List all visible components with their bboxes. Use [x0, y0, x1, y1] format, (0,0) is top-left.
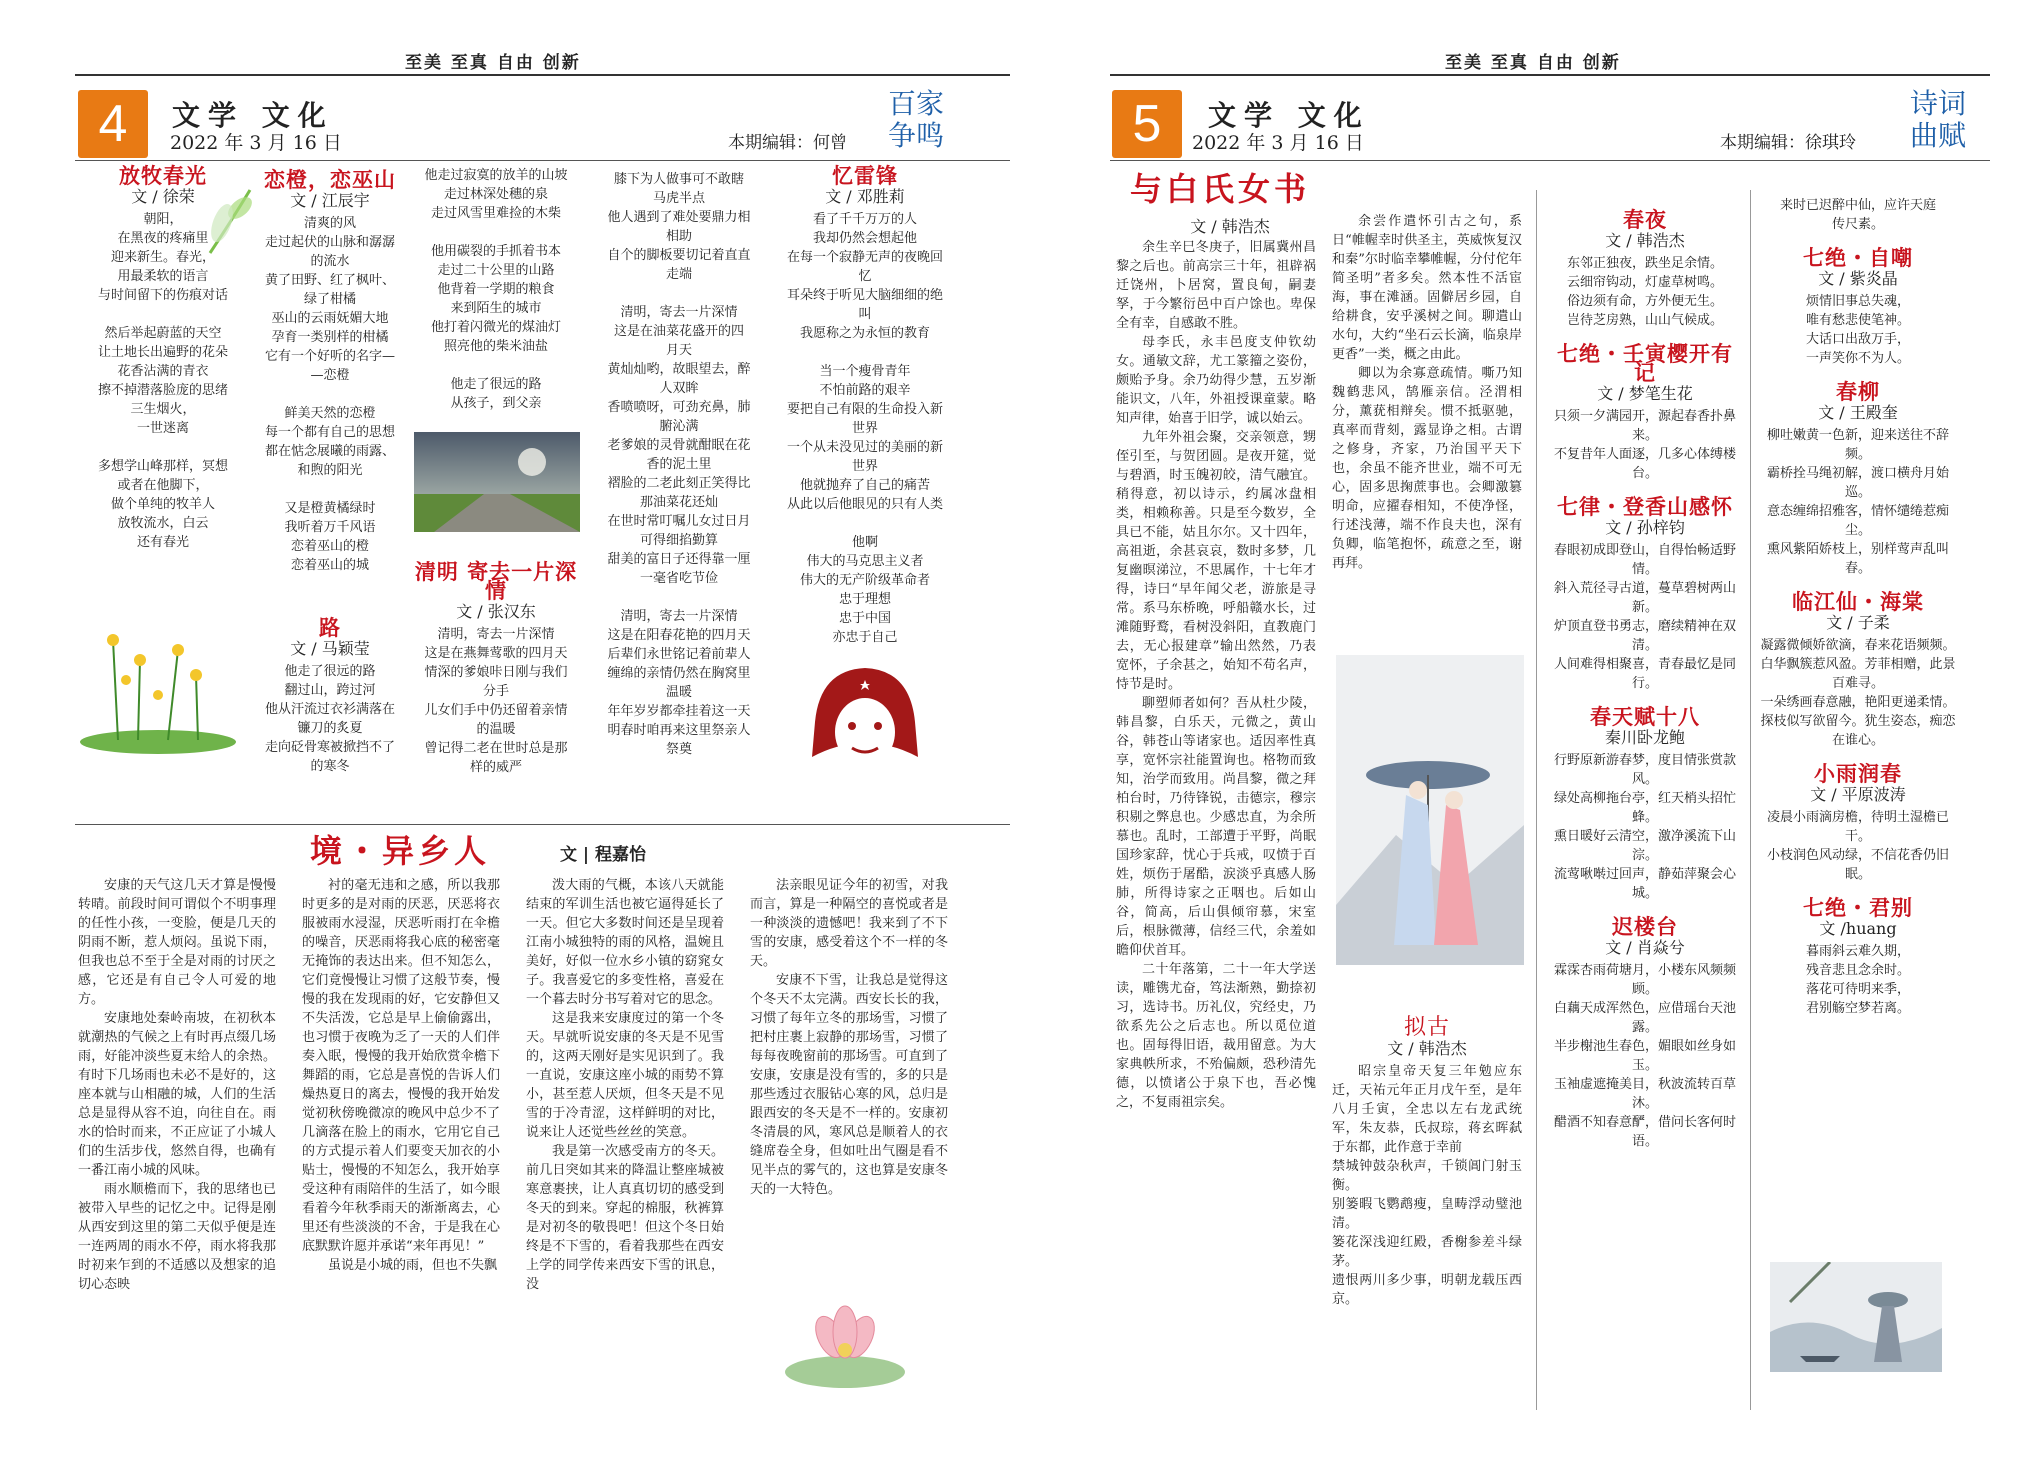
- top-rule: [1110, 74, 1990, 76]
- poem-line: 人间难得相聚喜，青春最忆是同行。: [1553, 657, 1736, 691]
- poem-lines: [78, 210, 248, 552]
- poem-author: 文 / 张汉东: [456, 602, 536, 621]
- poem-line: 擦不掉潜落脸庞的思绪: [97, 383, 228, 398]
- poem-lu: [250, 615, 410, 776]
- poem-line: 忠于中国: [838, 611, 891, 626]
- poem-line: 霖霂杏雨荷塘月，小楼东风频频顾。: [1553, 963, 1736, 997]
- paragraph: 我是第一次感受南方的冬天。前几日突如其来的降温让整座城被寒意裹挟，让人真真切切的感受到冬天的到来。穿起的棉服，秋裤算是对初冬的敬畏吧！但这个冬日始终是不下雪的，看着我那些在西安上学的同学传来西安下雪的讯息，没: [526, 1144, 724, 1292]
- paragraph: 虽说是小城的雨，但也不失飘: [328, 1258, 498, 1273]
- poem-line: 做个单纯的牧羊人: [110, 497, 215, 512]
- poem-line: 只须一夕满园开，源起春香扑鼻来。: [1553, 409, 1736, 443]
- poem-line: 暮雨斜云难久期，: [1805, 944, 1910, 959]
- poem-author: 秦川卧龙鲍: [1604, 728, 1685, 747]
- poem-lines: [1760, 942, 1956, 1018]
- poem-title: 春柳: [1836, 379, 1880, 404]
- header-rule: [1110, 160, 1990, 161]
- editor-credit: 本期编辑：何曾: [728, 133, 847, 153]
- poem-line: 他就抛弃了自己的痛苦: [799, 478, 930, 493]
- poem: [1760, 589, 1956, 750]
- poem-line: 走过二十公里的山路: [437, 263, 555, 278]
- poem-line: [250, 480, 410, 499]
- poem-author: 文 / 邓胜莉: [825, 187, 905, 206]
- poem-line: 让土地长出遍野的花朵: [97, 345, 228, 360]
- poem-line: 一个从未没见过的美丽的新: [786, 440, 943, 455]
- poem-line: 白藕天成浑然色，应借瑶台天池露。: [1553, 1001, 1736, 1035]
- poem-line: 分手: [482, 684, 509, 699]
- poem-line: 褶脸的二老此刻正笑得比: [607, 476, 751, 491]
- poem-author: 文 / 徐荣: [131, 187, 195, 206]
- poem-line: 的寒冬: [310, 759, 350, 774]
- poem-line: 熏日暖好云清空，激净溪流下山淙。: [1553, 829, 1736, 863]
- poem-nigu: [1332, 1015, 1522, 1309]
- poem-line: 春眼初成即登山，自得怡畅适野情。: [1553, 543, 1736, 577]
- story-divider: [75, 824, 1010, 825]
- poem-line: 他背着一学期的粮食: [437, 282, 555, 297]
- page-number: 5: [1112, 90, 1182, 158]
- poem: [1548, 341, 1742, 483]
- poem-line: 的流水: [310, 254, 350, 269]
- page-4: [0, 0, 1010, 1473]
- poem-line: 又是橙黄橘绿时: [284, 501, 376, 516]
- poem-line: 情深的爹娘咔日刚与我们: [424, 665, 568, 680]
- poem-line: 这是在燕舞莺歌的四月天: [424, 646, 568, 661]
- poem-qingming-continued: [594, 170, 764, 759]
- motto: 至美 至真 自由 创新: [1445, 53, 1621, 73]
- poem-lines: [780, 210, 950, 647]
- poem-line: 流莺啾啭过回声，静茹萍聚会心城。: [1553, 867, 1736, 901]
- paragraph: 雨水顺檐而下，我的思绪也已被带入早些的记忆之中。记得是刚从西安到这里的第二天似乎便是连一连两周的雨水不停，雨水将我那时初来乍到的不适感以及想家的追切心态映: [78, 1182, 276, 1292]
- letter-column-2: [1332, 212, 1522, 573]
- poem-line: 孕育一类别样的柑橘: [271, 330, 389, 345]
- poem-line: 他走过寂寞的放羊的山坡: [424, 168, 568, 183]
- section-title: 文学 文化: [172, 99, 334, 132]
- column-divider: [1750, 190, 1751, 1410]
- poem-line: 我听着万千风语: [284, 520, 376, 535]
- poem: [1760, 895, 1956, 1018]
- essay-column-4: [750, 876, 948, 1199]
- paragraph: 聊塑师者如何？吾从杜少陵，韩昌黎，白乐天，元微之，黄山谷，韩苍山等诸家也。适因率性真享，宽怀宗社能置询也。格物而致知，治学而致用。尚昌黎，微之拜柏台时，乃待锋锐，击德宗，穆宗积剔之弊息也。少感忠直，为余所慕也。乱时，工部遭于平野，尚眠国珍家辞，忧心于兵戒，叹愤于百姓，烦伤于屠酷，涙淡乎真感人肠肺，所得诗家之正咽也。后如山谷，简高，后山俱倾帘慕，宋室后，根脉微薄，信经三代，余羞如瞻仰伏首耳。: [1116, 696, 1316, 958]
- poem-line: 儿女们手中仍还留着亲情: [424, 703, 568, 718]
- paragraph: 安康的天气这几天才算是慢慢转晴。前段时间可谓似个不明事理的任性小孩，一变脸，便是几天的阴雨不断，惹人烦闷。虽说下雨，但我也总不至于全是对雨的讨厌之感，它还是有自己令人可爱的地方。: [78, 878, 276, 1007]
- poem-line: 世界: [851, 459, 878, 474]
- poem-line: 炉顶直登书勇志，磨续精神在双清。: [1553, 619, 1736, 653]
- poem-title: 临江仙・海棠: [1792, 589, 1924, 614]
- poem-line: 每一个都有自己的思想: [264, 425, 395, 440]
- poem-line: 看了千千万万的人: [812, 212, 917, 227]
- poem-line: [78, 305, 248, 324]
- paragraph: 余生辛巳冬庚子，旧属冀州昌黎之后也。前高宗三十年，祖辟祸迁饶州，卜居窝，置良甸，嗣妻孥，于今繁衍邑中百户馀也。卑保全有幸，自感敢不胜。: [1116, 240, 1316, 331]
- poem-line: 人双眸: [659, 381, 699, 396]
- poem-line: 唯有愁悲使笔神。: [1805, 313, 1910, 328]
- poem-author: 文 / 江辰宇: [290, 191, 370, 210]
- poem-line: 一声笑你不为人。: [1805, 351, 1910, 366]
- poem-line: 他走了很远的路: [450, 377, 542, 392]
- lotus-illustration: [780, 1292, 910, 1392]
- poems-column-b: [1548, 196, 1742, 1151]
- poem: [1760, 761, 1956, 884]
- poem-line: 膝下为人做事可不敢瞎: [613, 172, 744, 187]
- poem-line: 大话口出敌万手，: [1805, 332, 1910, 347]
- poem-line: 曾记得二老在世时总是那: [424, 741, 568, 756]
- poem-line: 伟大的马克思主义者: [806, 554, 924, 569]
- poem-line: 我愿称之为永恒的教育: [799, 326, 930, 341]
- poem-line: 他走了很远的路: [284, 664, 376, 679]
- poem-line: 要把自己有限的生命投入新: [786, 402, 943, 417]
- poem-line: 黄了田野、红了枫叶、: [264, 273, 395, 288]
- poem-line: 俗边须有命，方外便无生。: [1566, 294, 1723, 309]
- issue-date: 2022 年 3 月 16 日: [1192, 132, 1364, 154]
- poem-line: —恋橙: [310, 368, 350, 383]
- poem-line: [412, 356, 580, 375]
- poem-lines: [1548, 407, 1742, 483]
- column-name: 百家 争鸣: [888, 87, 945, 152]
- poem-line: 醋酒不知春意酽，借问长客何时语。: [1553, 1115, 1736, 1149]
- poem-title: 忆雷锋: [832, 163, 898, 188]
- poem-line: 与时间留下的伤痕对话: [97, 288, 228, 303]
- essay-author: 文 | 程嘉怡: [560, 845, 647, 865]
- poem-title: 七绝・君别: [1803, 895, 1913, 920]
- poem: [1548, 914, 1742, 1151]
- poem-line: 凝露微倾娇欲滴，春来花语频频。: [1760, 638, 1956, 653]
- poem-line: [594, 284, 764, 303]
- poem-line: 它有一个好听的名字—: [264, 349, 395, 364]
- poem-line: 清明，寄去一片深情: [620, 305, 738, 320]
- poem-line: 朝阳，: [143, 212, 183, 227]
- poem-line: 从此以后他眼见的只有人类: [786, 497, 943, 512]
- poem-lines: [1760, 808, 1956, 884]
- poem-line: 年年岁岁都牵挂着这一天: [607, 704, 751, 719]
- poem-line: 东邻正独夜，跌坐足余情。: [1566, 256, 1723, 271]
- poem-line: 探枝似写欲留今。犹生姿态，痴恋在谁心。: [1760, 714, 1956, 748]
- poem-lines: [1760, 292, 1956, 368]
- poem-line: 玉袖虚遮掩美目，秋波流转百草沐。: [1553, 1077, 1736, 1111]
- paragraph: 泼大雨的气概，本该八天就能结束的军训生活也被它逼得延长了一天。但它大多数时间还是呈现着江南小城独特的雨的风格，温婉且美好，好似一位水乡小镇的窈窕女子。我喜爱它的多变性格，喜爱在一个暮去时分书写着对它的思念。: [526, 878, 724, 1007]
- paragraph: 别篓暇飞鹦鹉瘦，皇畴浮动璧池清。: [1332, 1197, 1522, 1231]
- poem-line: 温暖: [665, 685, 692, 700]
- poem-line: 黄灿灿哟，故眼望去，醉: [607, 362, 751, 377]
- poem-lines: [1548, 751, 1742, 903]
- poem-lines: [1760, 426, 1956, 578]
- poem-author: 文 / 梦笔生花: [1597, 384, 1693, 403]
- poem-liancheng: [250, 167, 410, 575]
- poem-line: 柳吐嫩黄一色新，迎来送往不辞频。: [1766, 428, 1949, 462]
- poem-author: 文 / 韩浩杰: [1387, 1039, 1467, 1058]
- poem-line: 放牧流水，白云: [117, 516, 209, 531]
- poem-line: [412, 223, 580, 242]
- poem-line: 他打着闪微光的煤油灯: [430, 320, 561, 335]
- header-rule: [75, 160, 1010, 161]
- poem-line: 走向砭骨寒被掀挡不了: [264, 740, 395, 755]
- poem-author: 文 / 肖焱兮: [1605, 938, 1685, 957]
- poem-author: 文 / 孙梓钧: [1605, 518, 1685, 537]
- poem-author: 文 / 王殿奎: [1818, 403, 1898, 422]
- poem-title: 路: [319, 615, 341, 640]
- poem-author: 文 / 平原波涛: [1810, 785, 1906, 804]
- poem: [1548, 494, 1742, 693]
- top-rule: [75, 74, 1010, 76]
- poem-author: 文 / 紫炎晶: [1818, 269, 1898, 288]
- poem-line: 香的泥土里: [646, 457, 712, 472]
- poem-line: 和煦的阳光: [297, 463, 363, 478]
- poem-line: 落花可待明来季，: [1805, 982, 1910, 997]
- letter-author: 文 / 韩浩杰: [1190, 217, 1270, 236]
- poem-line: 都在惦念展曦的雨露、: [264, 444, 395, 459]
- page-number: 4: [78, 90, 148, 158]
- poem-line: 绿处高柳拖台亭，红天梢头招忙蜂。: [1553, 791, 1736, 825]
- poem-line: 巫山的云雨妩媚大地: [271, 311, 389, 326]
- paragraph: 安康不下雪，让我总是觉得这个冬天不太完满。西安长长的我，习惯了每年立冬的那场雪，习惯了把村庄裹上寂静的那场雪，习惯了每每夜晚窗前的那场雪。可直到了安康，安康是没有雪的，多的只是那些透过衣服钻心寒的风，总归是跟西安的冬天是不一样的。安康初冬清晨的风，寒风总是顺着人的衣缝席卷全身，但如吐出气圈是看不见半点的雾气的，这也算是安康冬天的一大特色。: [750, 973, 948, 1197]
- poem-lines: [1548, 254, 1742, 330]
- poem-line: 斜入荒径寻古道，蔓草碧树两山新。: [1553, 581, 1736, 615]
- poem-line: [594, 588, 764, 607]
- poem-line: [78, 438, 248, 457]
- poem-line: [780, 343, 950, 362]
- poem-line: 清明，寄去一片深情: [620, 609, 738, 624]
- poem-title: 七绝・壬寅樱开有记: [1557, 341, 1733, 385]
- poem-line: 缠绵的亲情仍然在胸窝里: [607, 666, 751, 681]
- poem-title: 恋橙，恋巫山: [264, 167, 396, 192]
- poem-title: 拟古: [1403, 1015, 1450, 1040]
- poem-line: 叫: [858, 307, 872, 322]
- poem-line: 鲜美天然的恋橙: [284, 406, 376, 421]
- poems-column-c: [1760, 196, 1956, 1018]
- poem-line: 熏风紫陌娇枝上，别样莺声乱叫春。: [1766, 542, 1949, 576]
- poem-line: 白华飘簇惹风盈。芳菲相赠，此景百难寻。: [1760, 657, 1956, 691]
- poem-line: 云细帘钩动，灯虚草树鸣。: [1566, 275, 1723, 290]
- column-name: 诗词 曲赋: [1910, 87, 1967, 152]
- poem-author: 文 /huang: [1819, 919, 1897, 938]
- poem-line: 香喷喷呀，可劲充鼻，肺: [607, 400, 751, 415]
- poem-line: 后辈们永世铭记着前辈人: [607, 647, 751, 662]
- section-title: 文学 文化: [1208, 99, 1370, 132]
- poem-line: 君别觞空梦若离。: [1805, 1001, 1910, 1016]
- poem-lines: [1760, 196, 1956, 234]
- poem-line: 还有春光: [136, 535, 189, 550]
- poem-line: 相助: [665, 229, 692, 244]
- poem-line: 来时已迟醉中仙，应许天庭: [1779, 198, 1936, 213]
- poem-line: 从孩子，到父亲: [450, 396, 542, 411]
- poem-line: 他用碳裂的手抓着书本: [430, 244, 561, 259]
- poem-line: 一世迷离: [136, 421, 189, 436]
- poem-line: 忆: [858, 269, 872, 284]
- poem-line: 祭奠: [665, 742, 692, 757]
- poem-author: 文 / 韩浩杰: [1605, 231, 1685, 250]
- poem-line: 凌晨小雨滴房檐，待明土湿檐已干。: [1766, 810, 1949, 844]
- poem-line: 行野原新游春梦，度目情张赏款风。: [1553, 753, 1736, 787]
- editor-credit: 本期编辑：徐琪玲: [1720, 133, 1856, 153]
- essay-column-3: [526, 876, 724, 1294]
- letter-column-1: [1116, 238, 1316, 1112]
- poem-line: 恋着巫山的城: [290, 558, 369, 573]
- poem-line: 走端: [665, 267, 692, 282]
- poem-line: 忠于理想: [838, 592, 891, 607]
- poem-title: 迟楼台: [1612, 914, 1678, 939]
- poem-line: 或者在他脚下，: [117, 478, 209, 493]
- poem-line: 明春时咱再来这里祭亲人: [607, 723, 751, 738]
- paragraph: 这是我来安康度过的第一个冬天。早就听说安康的冬天是不见雪的，这两天刚好是实见识到了。我一直说，安康这座小城的雨势不算小，甚至惹人厌烦，但冬天是不见雪的于冷青涩，这样鲜明的对比，说来让人还觉些丝丝的笑意。: [526, 1011, 724, 1140]
- column-divider: [1536, 190, 1537, 1410]
- poem-lines: [1548, 541, 1742, 693]
- poem: [1548, 207, 1742, 330]
- poem-title: 清明 寄去一片深情: [414, 559, 578, 603]
- paragraph: 安康地处秦岭南坡，在初秋本就潮热的气候之上有时再点缀几场雨，好能冲淡些夏末给人的余热。有时下几场雨也未必不是好的，这座本就与山相融的城，人们的生活总是显得从容不迫，向往自在。雨水的恰时而来，不正应证了小城人们的生活步伐，悠然自得，也确有一番江南小城的风味。: [78, 1011, 276, 1178]
- poem-line: 然后举起蔚蓝的天空: [104, 326, 222, 341]
- poem-title: 放牧春光: [119, 163, 207, 188]
- poem-line: 绿了柑橘: [303, 292, 356, 307]
- poem-line: 这是在阳春花艳的四月天: [607, 628, 751, 643]
- poem-line: 走过起伏的山脉和潺潺: [264, 235, 395, 250]
- poem-line: 小枝润色风动绿，不信花香仍旧眠。: [1766, 848, 1949, 882]
- poem-line: 恋着巫山的橙: [290, 539, 369, 554]
- poem-lines: [250, 214, 410, 575]
- poem-line: 清爽的风: [303, 216, 356, 231]
- poem-line: 月天: [665, 343, 692, 358]
- road-landscape-photo: [414, 432, 580, 532]
- poem-line: 腑沁满: [659, 419, 699, 434]
- letter-title: 与白氏女书: [1130, 170, 1311, 208]
- poem-line: 在每一个寂静无声的夜晚回: [786, 250, 943, 265]
- poem-line: 意态缠绵招雅客，情怀缱绻惹痴尘。: [1766, 504, 1949, 538]
- poem-line: 多想学山峰那样，冥想: [97, 459, 228, 474]
- poem-lines: [412, 166, 580, 413]
- poem: [1760, 245, 1956, 368]
- wildflower-illustration: [78, 620, 238, 755]
- paragraph: 九年外祖会聚，交亲领意，甥侄引至，与贺团圆。是夜开筵，觉与碧酒，时玉魄初皎，清气融宜。稍得意，初以诗示，约属冰盘相类，相赖称善。只是至今数岁，全具已不能，姑且尔尔。又十四年，高祖逝，余甚哀哀，数时多梦，几复幽暝涕泣，不思属作，十七年才得，诗曰“早年闻父老，游旅是寻常。系马东桥晚，呼船赣水长，过滩随野鹜，看树没斜阳，直教鹿门去，无心报建章”输出然然，乃表宽怀，子余甚之，始知不苟名声，恃节是时。: [1116, 430, 1316, 692]
- poem-line: 不复昔年人面逐，几多心体缚楼台。: [1553, 447, 1736, 481]
- poem-lu-continued: [412, 166, 580, 413]
- paragraph: 法亲眼见证今年的初雪，对我而言，算是一种隔空的喜悦或者是一种淡淡的遗憾吧！我来到了不下雪的安康，感受着这个不一样的冬天。: [750, 878, 948, 969]
- poem-line: 残音悲且念余时。: [1805, 963, 1910, 978]
- poem-lines: [1760, 636, 1956, 750]
- poem-line: 霸桥拴马绳初解，渡口横舟月始巡。: [1766, 466, 1949, 500]
- paragraph: 母李氏，永丰邑度支仲钦幼女。通敏文辞，尤工篆籀之姿份，颇贻予身。余乃幼得少慧，五岁渐能识文，八年，外祖授课童蒙。略知声律，始喜于旧学，诚以始云。: [1116, 335, 1316, 426]
- poem-line: 的温暖: [476, 722, 516, 737]
- poem-line: 三生烟火，: [130, 402, 196, 417]
- poem-title: 七律・登香山感怀: [1557, 494, 1733, 519]
- leifeng-portrait: [800, 662, 930, 782]
- poem-line: 这是在油菜花盛开的四: [613, 324, 744, 339]
- poem-author: 文 / 马颖莹: [290, 639, 370, 658]
- poem-line: 在世时常叮嘱儿女过日月: [607, 514, 751, 529]
- poem-line: 走过风雪里难捡的木柴: [430, 206, 561, 221]
- paragraph: 昭宗皇帝天复三年勉应东迁，天祐元年正月戊午至，是年八月壬寅，全忠以左右龙武统军，朱友恭，氏叔琮，蒋玄晖弑于东都，此作意于幸前: [1332, 1064, 1522, 1155]
- poem-line: 一毫省吃节俭: [639, 571, 718, 586]
- poem-line: 老爹娘的灵骨就酣眠在花: [607, 438, 751, 453]
- poem-line: 他人遇到了难处要鼎力相: [607, 210, 751, 225]
- paragraph: 遗恨两川多少事，明朝龙载压西京。: [1332, 1273, 1522, 1307]
- paragraph: 余尝作遣怀引古之句，系日“帷幄幸时供圣主，英威恢复汉和秦”尔时临幸攀帷幄，分付佗年简圣明”者多矣。然本性不活宦海，事在滩涵。固僻居乡园，自给耕食，安乎溪树之间。聊遣山水句，大约“坐石云长滴，临泉岸更香”一类，概之由此。: [1332, 214, 1522, 362]
- poem-line: 他从汗流过衣衫满落在: [264, 702, 395, 717]
- poem: [1548, 704, 1742, 903]
- essay-title: 境・异乡人: [310, 832, 491, 870]
- poem-line: 当一个瘦骨青年: [819, 364, 911, 379]
- poem-line: 花香沾满的青衣: [117, 364, 209, 379]
- poem-line: 在黑夜的疼痛里: [117, 231, 209, 246]
- poem-line: 一朵绣画春意融，艳阳更递柔情。: [1760, 695, 1956, 710]
- snow-couple-illustration: [1336, 655, 1524, 965]
- essay-column-1: [78, 876, 276, 1294]
- poem-line: 甜美的富日子还得靠一厘: [607, 552, 751, 567]
- poem-line: 半步榭池生春色，媚眼如丝身如玉。: [1553, 1039, 1736, 1073]
- poem-line: 亦忠于自己: [832, 630, 898, 645]
- poem-line: 不怕前路的艰辛: [819, 383, 911, 398]
- poem-line: [250, 385, 410, 404]
- poem-line: 那油菜花还灿: [639, 495, 718, 510]
- poem-line: 可得细掐勤算: [639, 533, 718, 548]
- poem-line: 伟大的无产阶级革命者: [799, 573, 930, 588]
- issue-date: 2022 年 3 月 16 日: [170, 132, 342, 154]
- poem: [1760, 379, 1956, 578]
- riverside-figure-illustration: [1770, 1262, 1942, 1372]
- poem-lines: [1548, 961, 1742, 1151]
- poem-line: 迎来新生。春光，: [110, 250, 215, 265]
- poem-line: 走过林深处穗的泉: [443, 187, 548, 202]
- poem-line: 翻过山，跨过河: [284, 683, 376, 698]
- poem-qingming: [412, 559, 580, 777]
- poem-yi-leifeng: [780, 163, 950, 647]
- poem-author: 文 / 子柔: [1826, 613, 1890, 632]
- poem-title: 春天赋十八: [1590, 704, 1700, 729]
- essay-column-2: [302, 876, 500, 1275]
- poem-line: 清明，寄去一片深情: [437, 627, 555, 642]
- poem-title: 春夜: [1623, 207, 1667, 232]
- paragraph: 衬的毫无违和之感，所以我那时更多的是对雨的厌恶，厌恶将衣服被雨水浸湿，厌恶听雨打在伞檐的噪音，厌恶雨将我心底的秘密毫无掩饰的表达出来。但不知怎么，它们竟慢慢让习惯了这般节奏，慢慢的我在发现雨的好，它安静但又不失活泼，它总是早上偷偷露出，也习惯于夜晚为乏了一天的人们伴奏入眠，慢慢的我开始欣赏伞檐下舞蹈的雨，它总是喜悦的告诉人们燥热夏日的离去，慢慢的我开始发觉初秋傍晚微凉的晚风中总少不了几滴落在脸上的雨水，它用它自己的方式提示着人们要变天加衣的小贴士，慢慢的不知怎么，我开始享受这种有雨陪伴的生活了，如今眼看着今年秋季雨天的渐渐离去，心里还有些淡淡的不舍，于是我在心底默默许愿并承诺“来年再见！”: [302, 878, 500, 1254]
- poem-line: 传尺素。: [1831, 217, 1884, 232]
- poem-line: 他啊: [851, 535, 878, 550]
- poem-line: 自个的脚板要切记着直直: [607, 248, 751, 263]
- poem-line: 世界: [851, 421, 878, 436]
- paragraph: 篓花深浅迎红殿，香榭参差斗绿茅。: [1332, 1235, 1522, 1269]
- poem-lines: [412, 625, 580, 777]
- poem-line: 烦情旧事总失魂，: [1805, 294, 1910, 309]
- poem-line: 用最柔软的语言: [117, 269, 209, 284]
- paragraph: 禁城钟鼓杂秋声，千锁阊门射玉衡。: [1332, 1159, 1522, 1193]
- poem-line: 来到陌生的城市: [450, 301, 542, 316]
- poem-line: 样的威严: [469, 760, 522, 775]
- poem-line: 马虎半点: [652, 191, 705, 206]
- poem-line: 岂待芝房熟，山山气候成。: [1566, 313, 1723, 328]
- poem-line: 镰刀的炙夏: [297, 721, 363, 736]
- paragraph: 二十年落第，二十一年大学送读，雕镌尤奋，笃法渐熟，勤捺初习，选诗书。历礼仪，究经史，乃欲系先公之后志也。所以觅位道也。固每得旧语，裁用留意。为大家典帙所求，不殆偏颇，恐秒清先德，以愤诸公于泉下也，吾必愧之，不复雨祖宗矣。: [1116, 962, 1316, 1110]
- paragraph: 卿以为余寡意疏情。嘶乃知魏鹤悲风，鹄雁亲信。泾渭相分，薰莸相辩矣。惯不抵驱驰，真率而背刻，露显诤之相。古谓之修身，齐家，乃治国平天下也，余虽不能齐世业，端不可无心，固多思掬蔗事也。会卿激篡明命，应擢春相知，不使净怪，行述浅薄，端不作良夫也，深有负卿，临笔抱怀，疏意之至，谢再拜。: [1332, 366, 1522, 571]
- poem-lines: [594, 170, 764, 759]
- motto: 至美 至真 自由 创新: [405, 53, 581, 73]
- poem-line: [780, 514, 950, 533]
- poem-title: 七绝・自嘲: [1803, 245, 1913, 270]
- page-5: [1100, 0, 2040, 1473]
- poem-line: 我却仍然会想起他: [812, 231, 917, 246]
- poem-title: 小雨润春: [1814, 761, 1902, 786]
- poem-line: 耳朵终于听见大脑细细的绝: [786, 288, 943, 303]
- poem-lines: [250, 662, 410, 776]
- poem-line: 照亮他的柴米油盐: [443, 339, 548, 354]
